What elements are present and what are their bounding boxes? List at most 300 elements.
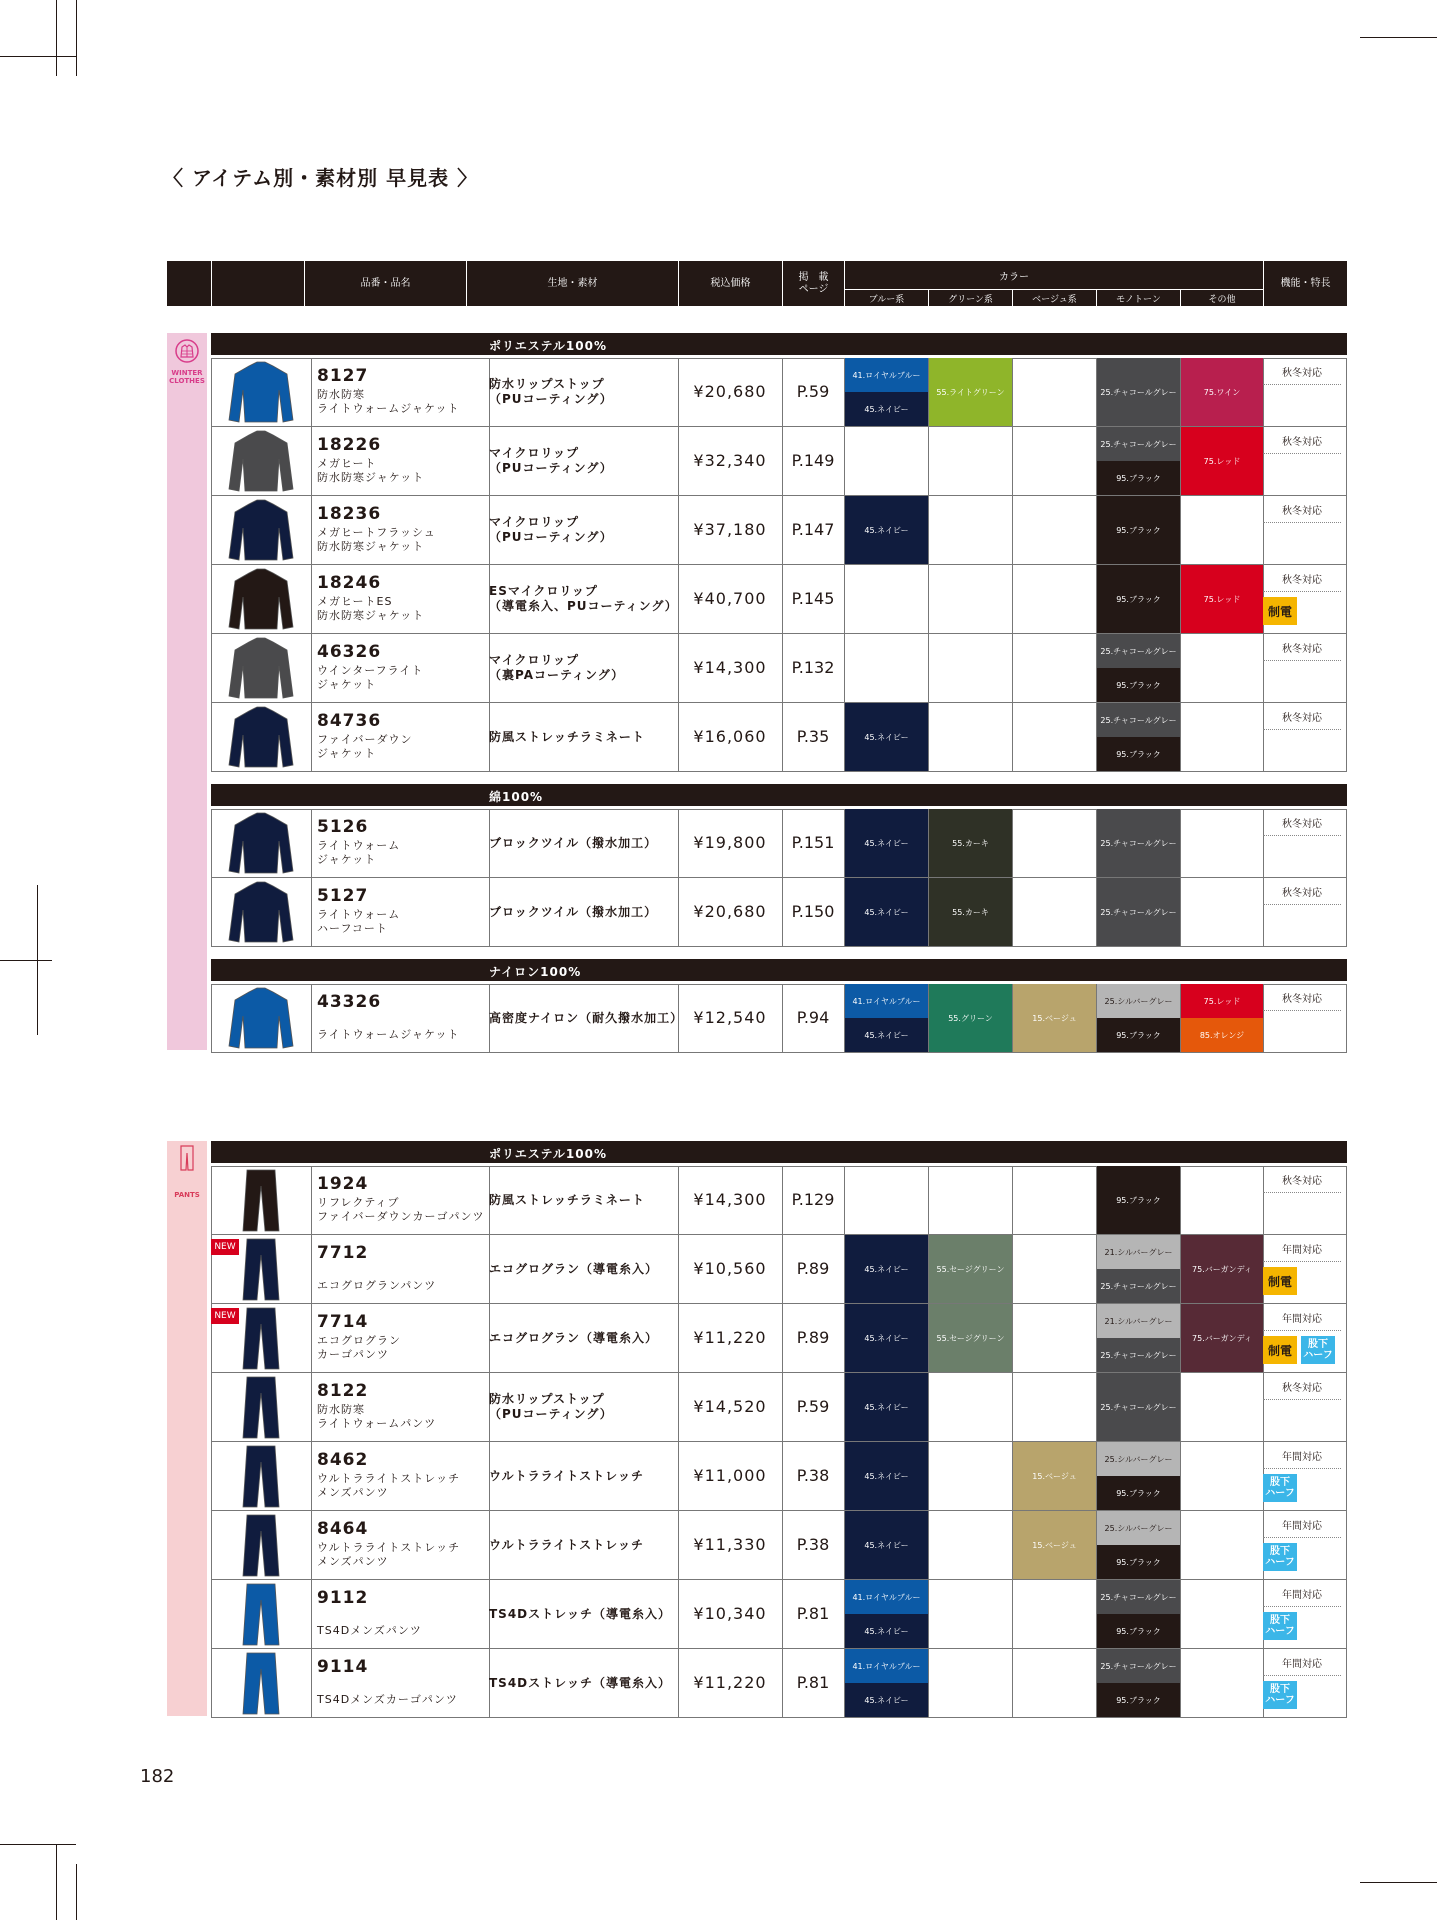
column-divider <box>211 1580 212 1648</box>
product-name-line1: ファイバーダウン <box>317 733 413 746</box>
season-label: 秋冬対応 <box>1282 819 1322 830</box>
product-name-line1: メガヒートES <box>317 595 393 608</box>
pants-icon <box>179 1145 195 1171</box>
product-row <box>211 1442 1347 1511</box>
product-code: 8127 <box>317 366 369 386</box>
material-cell <box>489 1235 689 1303</box>
jacket-thumbnail <box>213 880 309 945</box>
feature-cell <box>1257 1166 1347 1234</box>
column-divider <box>928 565 929 633</box>
column-divider <box>928 1511 929 1579</box>
product-row <box>211 496 1347 565</box>
catalog-page: P.38 <box>796 1535 830 1554</box>
header-page-col <box>782 261 844 306</box>
color-swatch-mono: 25.チャコールグレー <box>1097 634 1180 668</box>
half-inseam-line1: 股下 <box>1270 1615 1290 1626</box>
material-text <box>489 1331 658 1346</box>
half-inseam-badge <box>1263 1681 1297 1709</box>
product-name-line2: ジャケット <box>317 747 377 760</box>
product-code: 5126 <box>317 817 369 837</box>
material-label: ポリエステル100% <box>489 1147 607 1161</box>
material-text <box>489 653 624 683</box>
catalog-page: P.89 <box>796 1259 830 1278</box>
season-label: 年間対応 <box>1282 1521 1322 1532</box>
price: ¥11,220 <box>693 1673 767 1692</box>
dotted-divider <box>1263 1010 1341 1011</box>
material-cell <box>489 427 689 495</box>
material-text <box>489 377 613 407</box>
catalog-page: P.145 <box>791 589 835 608</box>
column-divider <box>311 427 312 495</box>
material-line: ESマイクロリップ <box>489 584 598 598</box>
column-divider <box>1012 634 1013 702</box>
feature-cell <box>1257 1649 1347 1717</box>
column-divider <box>928 703 929 771</box>
column-divider <box>1012 1373 1013 1441</box>
product-code: 1924 <box>317 1174 369 1194</box>
half-inseam-line2: ハーフ <box>1265 1557 1295 1568</box>
column-divider <box>311 878 312 946</box>
material-cell <box>489 496 689 564</box>
header-color-other: その他 <box>1180 289 1263 306</box>
color-swatch-mono: 25.シルバーグレー <box>1097 984 1180 1018</box>
dotted-divider <box>1263 1399 1341 1400</box>
half-inseam-line1: 股下 <box>1308 1339 1328 1350</box>
feature-cell <box>1257 1442 1347 1510</box>
jacket-thumbnail <box>213 986 309 1051</box>
jacket-thumbnail <box>213 705 309 770</box>
crop-mark <box>56 0 57 76</box>
feature-cell <box>1257 565 1347 633</box>
price: ¥11,000 <box>693 1466 767 1485</box>
material-line: マイクロリップ <box>489 653 580 667</box>
material-line: エコグログラン（導電糸入） <box>489 1261 659 1276</box>
column-divider <box>928 496 929 564</box>
column-divider <box>928 1649 929 1717</box>
crop-mark <box>76 1864 77 1920</box>
color-swatch-blue: 45.ネイビー <box>845 1442 928 1510</box>
material-line: （PUコーティング） <box>489 1407 613 1421</box>
material-line: ウルトラライトストレッチ <box>489 1468 645 1483</box>
color-swatch-blue: 45.ネイビー <box>845 878 928 946</box>
column-divider <box>311 1304 312 1372</box>
product-row <box>211 358 1347 427</box>
catalog-page: P.81 <box>796 1604 830 1623</box>
product-name-line2: ライトウォームジャケット <box>317 402 460 415</box>
material-bar <box>211 333 1347 355</box>
feature-cell <box>1257 1304 1347 1372</box>
product-name-line1: ウルトラライトストレッチ <box>317 1541 461 1554</box>
material-cell <box>489 1649 689 1717</box>
price: ¥14,520 <box>693 1397 767 1416</box>
season-label: 秋冬対応 <box>1282 506 1322 517</box>
feature-cell <box>1257 427 1347 495</box>
dotted-divider <box>1263 1192 1341 1193</box>
header-color-green: グリーン系 <box>928 289 1012 306</box>
product-name-line2: 防水防寒ジャケット <box>317 609 425 622</box>
feature-cell <box>1257 634 1347 702</box>
feature-cell <box>1257 1580 1347 1648</box>
color-swatch-blue: 41.ロイヤルブルー <box>845 358 928 392</box>
price: ¥12,540 <box>693 1008 767 1027</box>
material-line: 防風ストレッチラミネート <box>489 1192 645 1207</box>
material-cell <box>489 984 689 1052</box>
product-code: 84736 <box>317 711 382 731</box>
feature-cell <box>1257 1373 1347 1441</box>
half-inseam-line1: 股下 <box>1270 1684 1290 1695</box>
product-name-line2: ライトウォームジャケット <box>317 1028 460 1041</box>
material-section <box>211 333 1347 773</box>
color-swatch-blue: 45.ネイビー <box>845 1373 928 1441</box>
half-inseam-line1: 股下 <box>1270 1546 1290 1557</box>
pants-thumbnail <box>213 1582 309 1647</box>
column-divider <box>311 984 312 1052</box>
column-divider <box>1012 565 1013 633</box>
column-divider <box>1180 1580 1181 1648</box>
dotted-divider <box>1263 591 1341 592</box>
dotted-divider <box>1263 904 1341 905</box>
product-row <box>211 1580 1347 1649</box>
new-badge: NEW <box>211 1239 239 1255</box>
column-divider <box>311 703 312 771</box>
material-text <box>489 1607 671 1622</box>
header-feature-col: 機能・特長 <box>1263 261 1347 306</box>
color-swatch-mono: 25.チャコールグレー <box>1097 1649 1180 1683</box>
material-line: エコグログラン（導電糸入） <box>489 1330 659 1345</box>
season-label: 秋冬対応 <box>1282 888 1322 899</box>
jacket-thumbnail <box>213 811 309 876</box>
product-row <box>211 1649 1347 1718</box>
material-bar <box>211 1141 1347 1163</box>
jacket-icon <box>175 339 199 365</box>
catalog-page: P.89 <box>796 1328 830 1347</box>
material-line: （裏PAコーティング） <box>489 668 625 682</box>
product-name-line1: ウルトラライトストレッチ <box>317 1472 461 1485</box>
color-swatch-other: 75.バーガンディ <box>1181 1235 1263 1303</box>
column-divider <box>928 1166 929 1234</box>
header-price-col: 税込価格 <box>678 261 782 306</box>
column-divider <box>211 878 212 946</box>
pants-tab <box>167 1141 207 1716</box>
material-cell <box>489 1304 689 1372</box>
dotted-divider <box>1263 1330 1341 1331</box>
product-code: 7712 <box>317 1243 369 1263</box>
material-cell <box>489 1511 689 1579</box>
color-swatch-mono: 95.ブラック <box>1097 668 1180 702</box>
column-divider <box>1012 1304 1013 1372</box>
price: ¥19,800 <box>693 833 767 852</box>
season-label: 年間対応 <box>1282 1245 1322 1256</box>
color-swatch-blue: 41.ロイヤルブルー <box>845 984 928 1018</box>
color-swatch-other: 75.レッド <box>1181 427 1263 495</box>
season-label: 年間対応 <box>1282 1314 1322 1325</box>
pants-thumbnail <box>213 1444 309 1509</box>
material-line: （PUコーティング） <box>489 530 613 544</box>
product-row <box>211 1235 1347 1304</box>
jacket-thumbnail <box>213 360 309 425</box>
half-inseam-line2: ハーフ <box>1265 1488 1295 1499</box>
color-swatch-mono: 95.ブラック <box>1097 1545 1180 1579</box>
season-label: 年間対応 <box>1282 1659 1322 1670</box>
page-number: 182 <box>140 1766 175 1787</box>
column-divider <box>311 358 312 426</box>
product-name-line2: ジャケット <box>317 678 377 691</box>
material-bar <box>211 959 1347 981</box>
product-code: 43326 <box>317 992 382 1012</box>
product-name-line1: ウインターフライト <box>317 664 424 677</box>
feature-cell <box>1257 1511 1347 1579</box>
new-badge: NEW <box>211 1308 239 1324</box>
color-swatch-blue: 45.ネイビー <box>845 392 928 426</box>
material-text <box>489 584 678 614</box>
product-code: 8122 <box>317 1381 369 1401</box>
product-name-line2: メンズパンツ <box>317 1486 389 1499</box>
column-divider <box>1012 1235 1013 1303</box>
color-swatch-green: 55.セージグリーン <box>929 1304 1012 1372</box>
product-name-line2: TS4Dメンズパンツ <box>317 1624 422 1637</box>
product-code: 18246 <box>317 573 382 593</box>
jacket-thumbnail <box>213 567 309 632</box>
color-swatch-beige: 15.ベージュ <box>1013 1442 1096 1510</box>
column-divider <box>211 1373 212 1441</box>
half-inseam-line2: ハーフ <box>1303 1350 1333 1361</box>
season-label: 年間対応 <box>1282 1452 1322 1463</box>
pants-thumbnail <box>213 1651 309 1716</box>
season-label: 秋冬対応 <box>1282 575 1322 586</box>
column-divider <box>928 427 929 495</box>
product-row <box>211 878 1347 947</box>
column-divider <box>1180 703 1181 771</box>
color-swatch-mono: 25.チャコールグレー <box>1097 703 1180 737</box>
material-line: 防水リップストップ <box>489 1392 605 1406</box>
material-line: 防風ストレッチラミネート <box>489 729 645 744</box>
dotted-divider <box>1263 835 1341 836</box>
feature-cell <box>1257 358 1347 426</box>
product-code: 18236 <box>317 504 382 524</box>
material-cell <box>489 358 689 426</box>
antistatic-badge: 制電 <box>1263 1267 1297 1295</box>
product-row <box>211 1511 1347 1580</box>
column-divider <box>1180 1373 1181 1441</box>
column-divider <box>1180 1166 1181 1234</box>
material-section <box>211 959 1347 1054</box>
dotted-divider <box>1263 453 1341 454</box>
product-name-line1: リフレクティブ <box>317 1196 400 1209</box>
column-divider <box>311 1442 312 1510</box>
product-row <box>211 565 1347 634</box>
material-text <box>489 1011 683 1026</box>
column-divider <box>1180 1442 1181 1510</box>
column-divider <box>311 1649 312 1717</box>
feature-cell <box>1257 809 1347 877</box>
product-row <box>211 1304 1347 1373</box>
product-name-line2: ハーフコート <box>317 922 388 935</box>
material-line: ウルトラライトストレッチ <box>489 1537 645 1552</box>
table-header <box>167 261 1347 306</box>
product-name-line2: 防水防寒ジャケット <box>317 471 425 484</box>
product-row <box>211 703 1347 772</box>
material-cell <box>489 809 689 877</box>
pants-thumbnail <box>213 1375 309 1440</box>
pants-thumbnail <box>213 1513 309 1578</box>
color-swatch-green: 55.セージグリーン <box>929 1235 1012 1303</box>
column-divider <box>1012 1580 1013 1648</box>
color-swatch-mono: 95.ブラック <box>1097 1614 1180 1648</box>
material-line: 防水リップストップ <box>489 377 605 391</box>
half-inseam-line1: 股下 <box>1270 1477 1290 1488</box>
catalog-page: P.35 <box>796 727 830 746</box>
column-divider <box>311 1511 312 1579</box>
material-text <box>489 1676 671 1691</box>
color-swatch-mono: 25.チャコールグレー <box>1097 809 1180 877</box>
price: ¥16,060 <box>693 727 767 746</box>
half-inseam-line2: ハーフ <box>1265 1695 1295 1706</box>
column-divider <box>211 984 212 1052</box>
product-name-line2: ジャケット <box>317 853 377 866</box>
dotted-divider <box>1263 1261 1341 1262</box>
antistatic-badge: 制電 <box>1263 597 1297 625</box>
color-swatch-beige: 15.ベージュ <box>1013 984 1096 1052</box>
product-name-line1: 防水防寒 <box>317 1403 365 1416</box>
product-code: 18226 <box>317 435 382 455</box>
price: ¥14,300 <box>693 658 767 677</box>
feature-cell <box>1257 984 1347 1052</box>
crop-mark <box>0 960 52 961</box>
material-line: マイクロリップ <box>489 515 580 529</box>
column-divider <box>844 634 845 702</box>
column-divider <box>1180 878 1181 946</box>
column-divider <box>211 1166 212 1234</box>
feature-cell <box>1257 496 1347 564</box>
column-divider <box>211 703 212 771</box>
price: ¥14,300 <box>693 1190 767 1209</box>
crop-mark <box>56 1844 57 1920</box>
price: ¥10,340 <box>693 1604 767 1623</box>
column-divider <box>928 634 929 702</box>
product-row <box>211 1373 1347 1442</box>
column-divider <box>211 496 212 564</box>
material-line: TS4Dストレッチ（導電糸入） <box>489 1606 672 1621</box>
color-swatch-mono: 25.チャコールグレー <box>1097 1373 1180 1441</box>
product-row <box>211 984 1347 1053</box>
catalog-page: P.59 <box>796 1397 830 1416</box>
product-code: 7714 <box>317 1312 369 1332</box>
dotted-divider <box>1263 384 1341 385</box>
color-swatch-other: 75.レッド <box>1181 984 1263 1018</box>
color-swatch-mono: 21.シルバーグレー <box>1097 1235 1180 1269</box>
column-divider <box>1012 496 1013 564</box>
header-material-col: 生地・素材 <box>466 261 678 306</box>
header-color-mono: モノトーン <box>1096 289 1180 306</box>
column-divider <box>928 1373 929 1441</box>
column-divider <box>311 1373 312 1441</box>
product-name-line1: ライトウォーム <box>317 839 401 852</box>
price: ¥10,560 <box>693 1259 767 1278</box>
column-divider <box>311 565 312 633</box>
product-code: 8464 <box>317 1519 369 1539</box>
color-swatch-mono: 25.チャコールグレー <box>1097 1580 1180 1614</box>
color-swatch-green: 55.カーキ <box>929 878 1012 946</box>
material-cell <box>489 634 689 702</box>
column-divider <box>211 358 212 426</box>
material-text <box>489 446 613 476</box>
color-swatch-blue: 45.ネイビー <box>845 809 928 877</box>
column-divider <box>1012 1166 1013 1234</box>
product-row <box>211 634 1347 703</box>
crop-mark <box>76 0 77 76</box>
column-divider <box>1012 1649 1013 1717</box>
column-divider <box>311 496 312 564</box>
catalog-page: P.151 <box>791 833 835 852</box>
product-code: 5127 <box>317 886 369 906</box>
material-text <box>489 1538 644 1553</box>
color-swatch-blue: 45.ネイビー <box>845 1235 928 1303</box>
header-color-beige: ベージュ系 <box>1012 289 1096 306</box>
color-swatch-mono: 25.シルバーグレー <box>1097 1511 1180 1545</box>
color-swatch-blue: 45.ネイビー <box>845 1018 928 1052</box>
material-section <box>211 1141 1347 1719</box>
dotted-divider <box>1263 522 1341 523</box>
price: ¥11,220 <box>693 1328 767 1347</box>
column-divider <box>211 809 212 877</box>
material-section <box>211 784 1347 948</box>
color-swatch-other: 75.レッド <box>1181 565 1263 633</box>
color-swatch-blue: 45.ネイビー <box>845 1511 928 1579</box>
column-divider <box>311 1235 312 1303</box>
catalog-page: P.94 <box>796 1008 830 1027</box>
catalog-page: P.59 <box>796 382 830 401</box>
crop-mark <box>0 1844 76 1845</box>
header-color-col: カラー <box>844 261 1183 289</box>
color-swatch-mono: 21.シルバーグレー <box>1097 1304 1180 1338</box>
column-divider <box>844 1166 845 1234</box>
catalog-page: P.81 <box>796 1673 830 1692</box>
material-cell <box>489 1166 689 1234</box>
material-text <box>489 1392 613 1422</box>
material-text <box>489 905 657 920</box>
column-divider <box>211 427 212 495</box>
color-swatch-mono: 25.チャコールグレー <box>1097 878 1180 946</box>
header-image-col <box>211 261 304 306</box>
price: ¥20,680 <box>693 382 767 401</box>
material-line: （PUコーティング） <box>489 392 613 406</box>
dotted-divider <box>1263 729 1341 730</box>
product-name-line2: ライトウォームパンツ <box>317 1417 437 1430</box>
color-swatch-blue: 45.ネイビー <box>845 1614 928 1648</box>
half-inseam-badge <box>1263 1612 1297 1640</box>
price: ¥20,680 <box>693 902 767 921</box>
material-label: 綿100% <box>489 790 544 804</box>
column-divider <box>311 809 312 877</box>
half-inseam-badge <box>1301 1336 1335 1364</box>
color-swatch-mono: 95.ブラック <box>1097 1476 1180 1510</box>
material-text <box>489 1262 658 1277</box>
column-divider <box>211 1511 212 1579</box>
dotted-divider <box>1263 1468 1341 1469</box>
material-line: ブロックツイル（撥水加工） <box>489 904 658 919</box>
product-name-line2: メンズパンツ <box>317 1555 389 1568</box>
material-cell <box>489 565 689 633</box>
catalog-page: P.147 <box>791 520 835 539</box>
column-divider <box>1012 358 1013 426</box>
header-color-blue: ブルー系 <box>844 289 928 306</box>
half-inseam-badge <box>1263 1543 1297 1571</box>
header-name-col: 品番・品名 <box>304 261 466 306</box>
catalog-page: P.129 <box>791 1190 835 1209</box>
color-swatch-mono: 95.ブラック <box>1097 1166 1180 1234</box>
season-label: 秋冬対応 <box>1282 368 1322 379</box>
column-divider <box>211 1649 212 1717</box>
